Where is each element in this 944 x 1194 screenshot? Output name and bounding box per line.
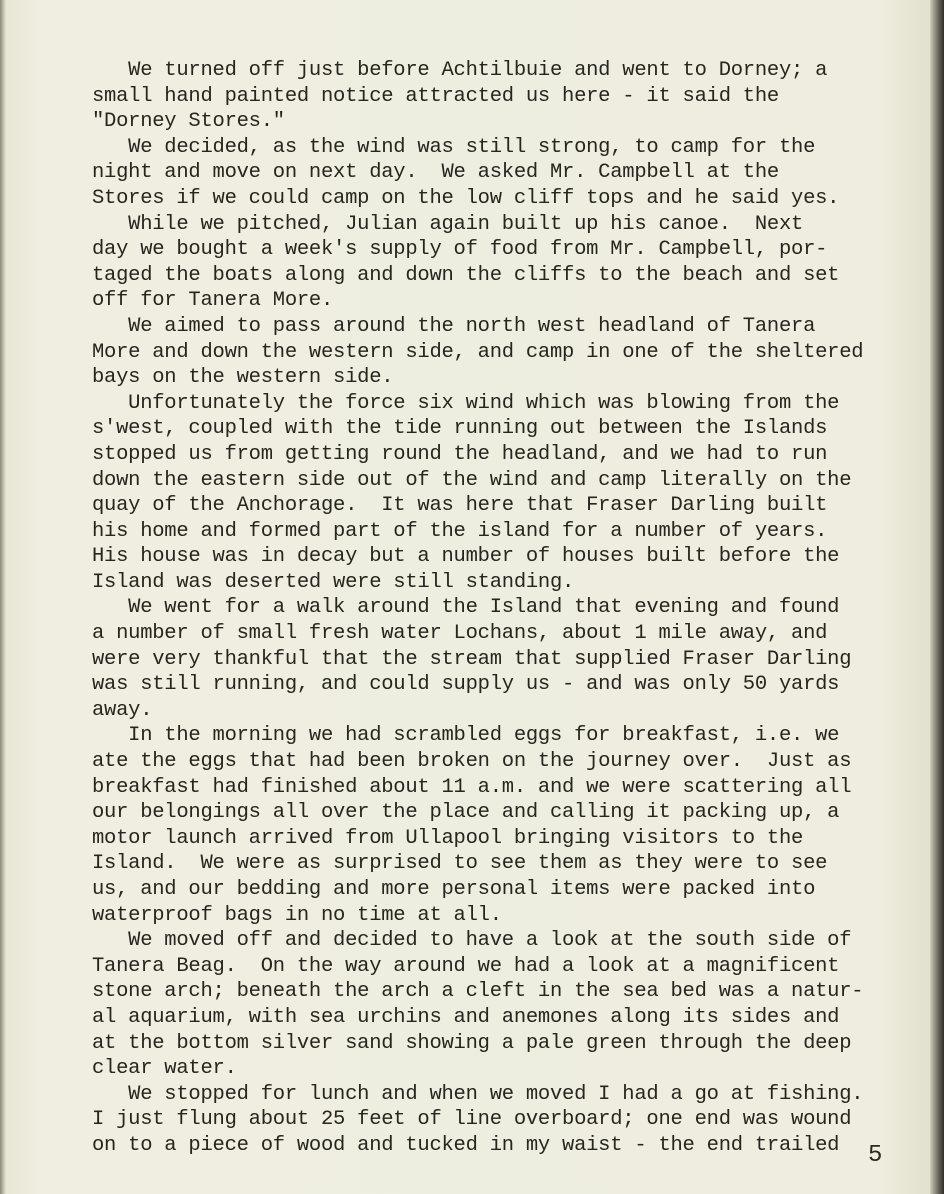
text-line: away. [92, 698, 153, 722]
text-line: was still running, and could supply us - and was only 50 yards [92, 673, 840, 697]
text-line: In the morning we had scrambled eggs for breakfast, i.e. we [92, 724, 840, 748]
text-line: Unfortunately the force six wind which was blowing from the [92, 391, 840, 415]
text-line: stone arch; beneath the arch a cleft in the sea bed was a natur- [92, 980, 864, 1004]
text-line: quay of the Anchorage. It was here that Fraser Darling built [92, 494, 828, 518]
text-line: More and down the western side, and camp in one of the sheltered [92, 340, 864, 364]
text-line: at the bottom silver sand showing a pale green through the deep [92, 1031, 852, 1055]
text-line: al aquarium, with sea urchins and anemones along its sides and [92, 1005, 840, 1029]
text-line: our belongings all over the place and calling it packing up, a [92, 801, 840, 825]
text-line: his home and formed part of the island for a number of years. [92, 519, 828, 543]
page-left-edge [0, 0, 6, 1194]
text-line: We aimed to pass around the north west headland of Tanera [92, 314, 816, 338]
text-line: We stopped for lunch and when we moved I had a go at fishing. [92, 1082, 864, 1106]
text-line: While we pitched, Julian again built up his canoe. Next [92, 212, 804, 236]
text-line: breakfast had finished about 11 a.m. and we were scattering all [92, 775, 852, 799]
text-line: off for Tanera More. [92, 289, 334, 313]
text-line: us, and our bedding and more personal items were packed into [92, 878, 816, 901]
text-line: Island. We were as surprised to see them as they were to see [92, 852, 828, 876]
text-line: We decided, as the wind was still strong, to camp for the [92, 135, 816, 159]
body-text [92, 58, 922, 1159]
text-line: "Dorney Stores." [92, 110, 285, 134]
text-line: on to a piece of wood and tucked in my waist - the end trailed [92, 1133, 840, 1157]
text-line: We went for a walk around the Island that evening and found [92, 596, 840, 620]
text-line: down the eastern side out of the wind and camp literally on the [92, 468, 852, 492]
text-line: ate the eggs that had been broken on the journey over. Just as [92, 750, 852, 774]
text-line: a number of small fresh water Lochans, about 1 mile away, and [92, 622, 828, 646]
text-line: clear water. [92, 1057, 237, 1081]
text-line: day we bought a week's supply of food from Mr. Campbell, por- [92, 238, 828, 262]
text-line: s'west, coupled with the tide running out between the Islands [92, 417, 828, 441]
text-line: I just flung about 25 feet of line overboard; one end was wound [92, 1108, 852, 1132]
text-line: stopped us from getting round the headland, and we had to run [92, 442, 828, 466]
text-line: waterproof bags in no time at all. [92, 903, 502, 927]
text-line: taged the boats along and down the cliffs to the beach and set [92, 263, 840, 287]
text-line: night and move on next day. We asked Mr. Campbell at the [92, 161, 779, 185]
text-line: His house was in decay but a number of houses built before the [92, 545, 840, 569]
text-line: We turned off just before Achtilbuie and went to Dorney; a [92, 59, 828, 82]
text-line: Tanera Beag. On the way around we had a look at a magnificent [92, 954, 840, 978]
page-right-edge [930, 0, 944, 1194]
text-line: Island was deserted were still standing. [92, 570, 575, 594]
text-line: motor launch arrived from Ullapool bringing visitors to the [92, 826, 804, 850]
text-line: small hand painted notice attracted us here - it said the [92, 84, 779, 108]
text-line: bays on the western side. [92, 366, 394, 390]
text-line: were very thankful that the stream that supplied Fraser Darling [92, 647, 852, 671]
text-line: We moved off and decided to have a look at the south side of [92, 929, 852, 953]
page-number: 5 [868, 1142, 883, 1169]
text-line: Stores if we could camp on the low cliff tops and he said yes. [92, 186, 840, 210]
